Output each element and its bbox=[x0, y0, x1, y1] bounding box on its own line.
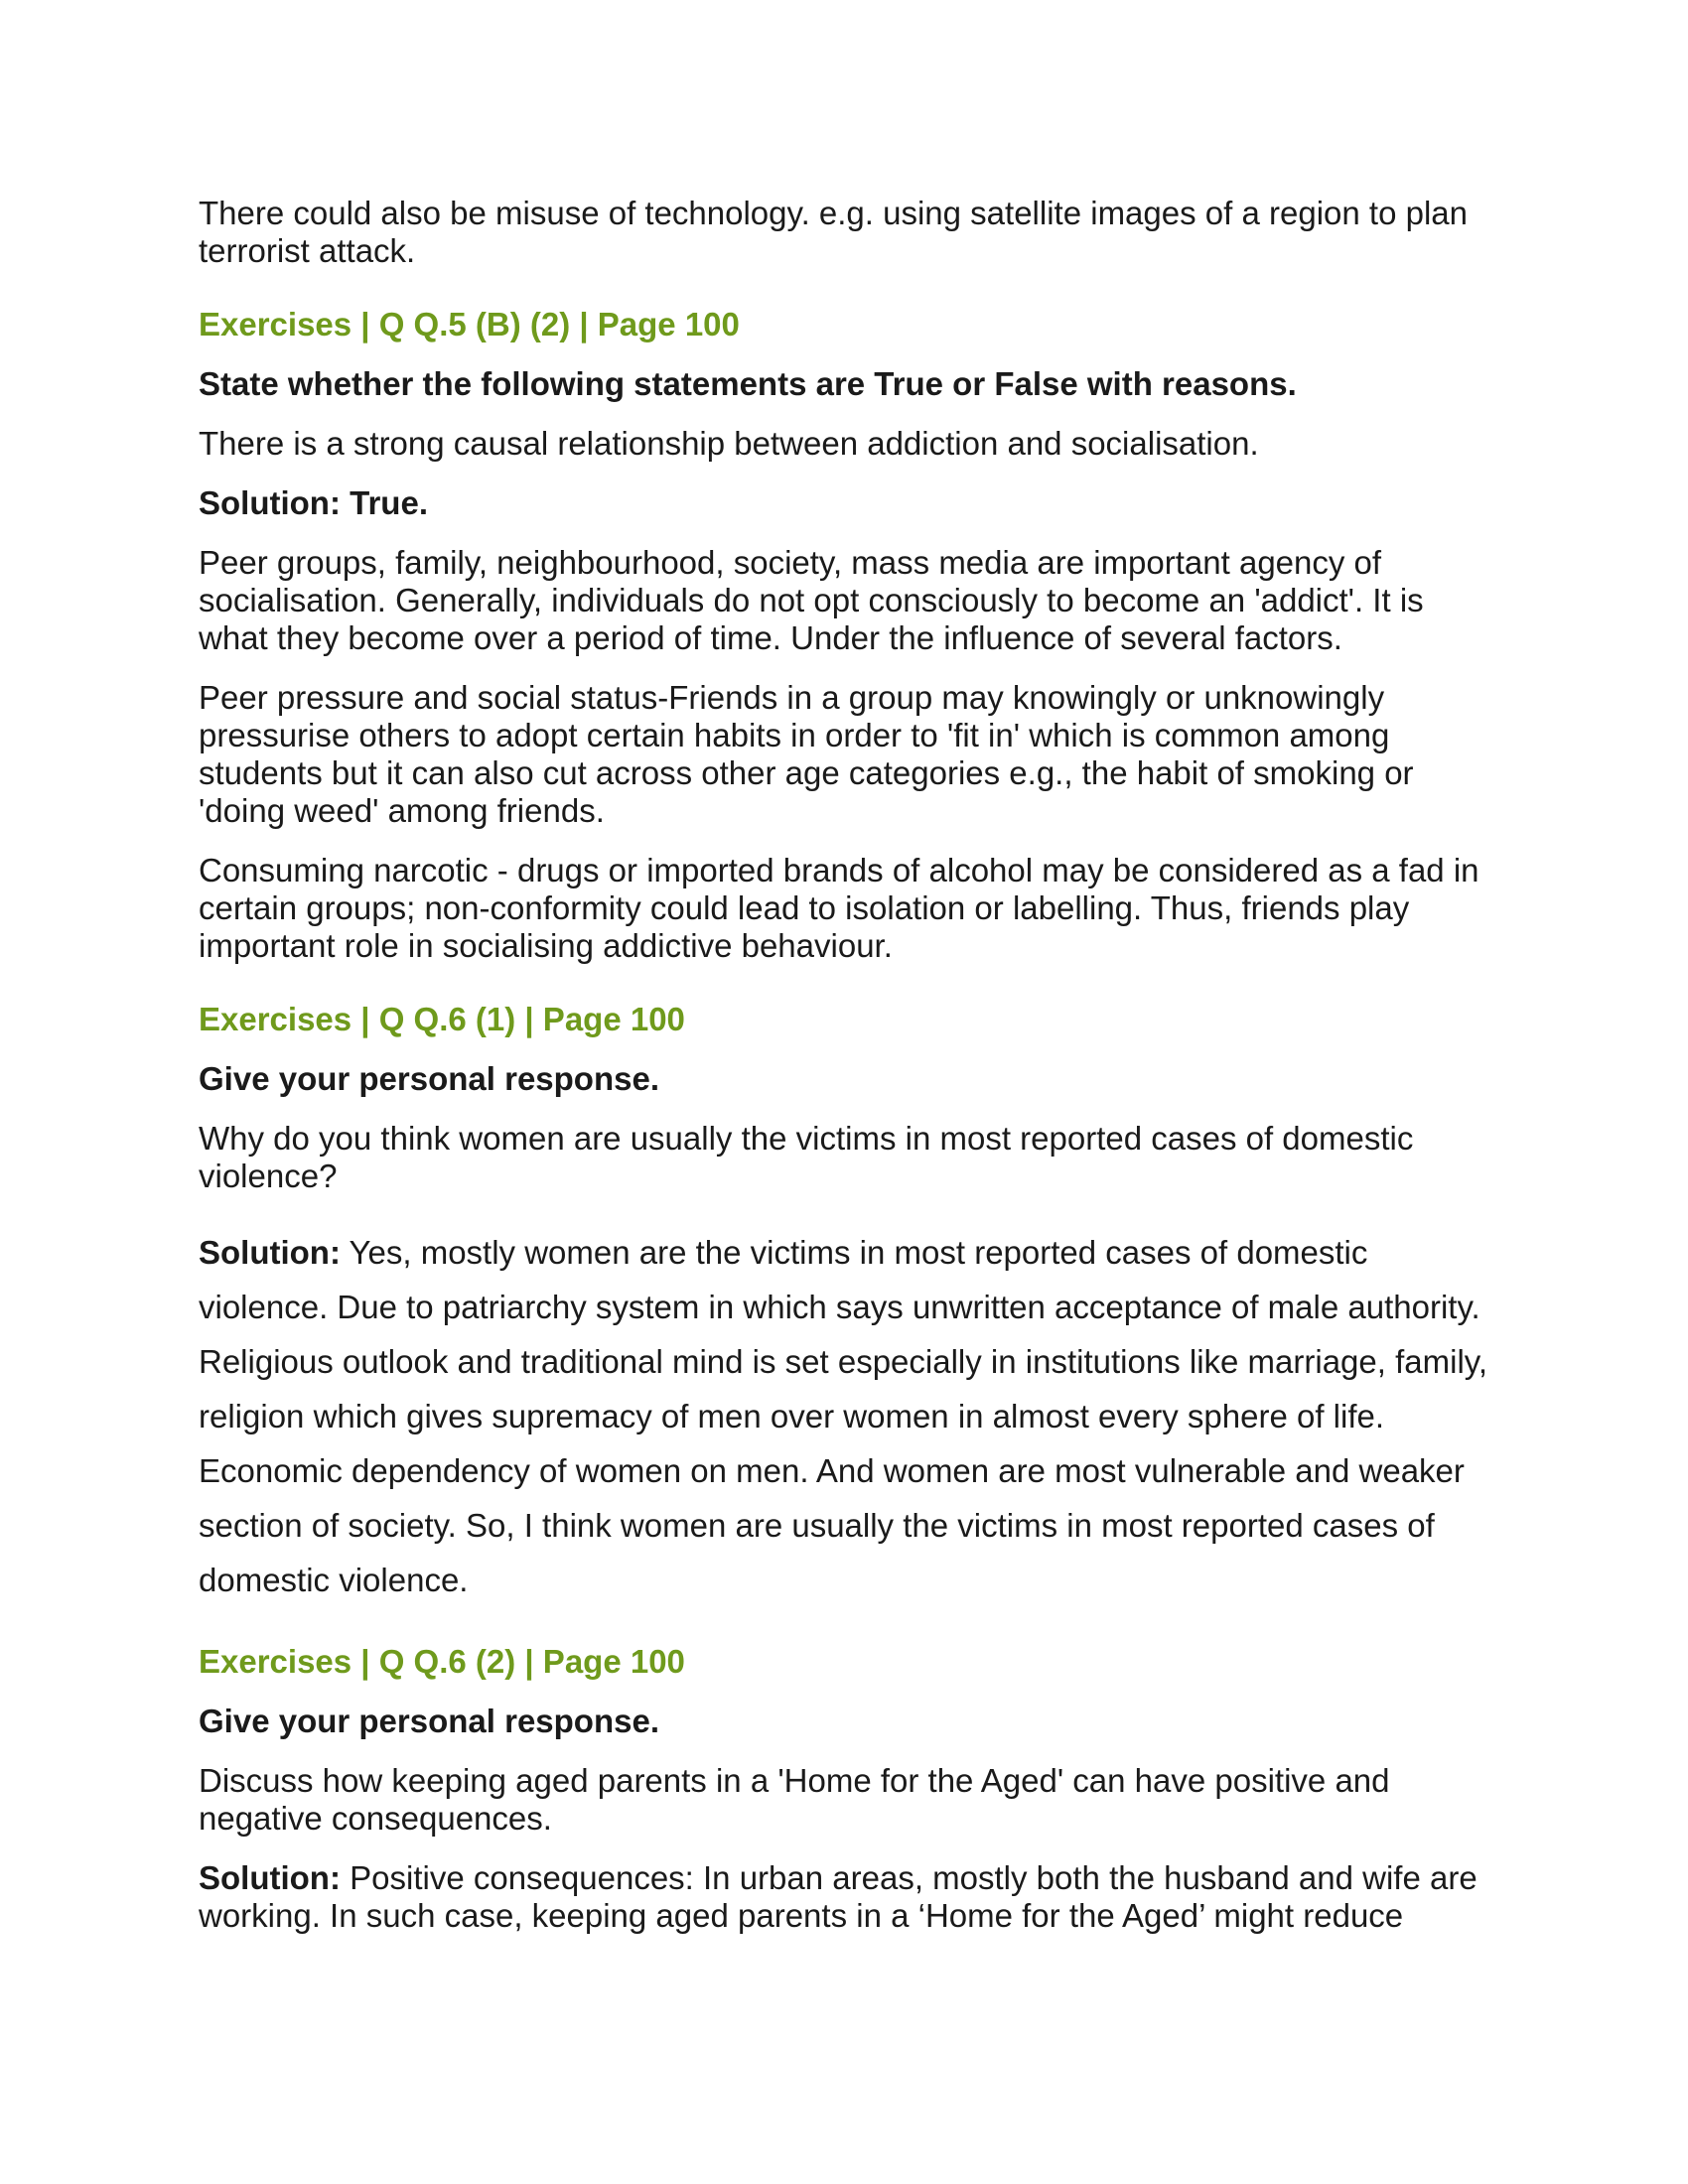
question-instruction: State whether the following statements are True or False with reasons. bbox=[199, 365, 1297, 402]
question-text: There is a strong causal relationship between addiction and socialisation. bbox=[199, 425, 1259, 462]
solution-paragraph bbox=[199, 1225, 1489, 1607]
section-heading: Exercises | Q Q.5 (B) (2) | Page 100 bbox=[199, 306, 740, 342]
section-heading: Exercises | Q Q.6 (1) | Page 100 bbox=[199, 1001, 685, 1037]
question-text: Why do you think women are usually the victims in most reported cases of domestic violence? bbox=[199, 1120, 1414, 1194]
solution-paragraph: Consuming narcotic - drugs or imported brands of alcohol may be considered as a fad in certain groups; non-conformity could lead to isolation or labelling. Thus, friends play important role in socialising addictive behaviour. bbox=[199, 852, 1479, 964]
solution-label: Solution: True. bbox=[199, 484, 428, 521]
solution-label: Solution: bbox=[199, 1234, 341, 1271]
section-q6-2 bbox=[199, 1643, 1489, 1935]
solution-text: Positive consequences: In urban areas, mostly both the husband and wife are working. In such case, keeping aged parents in a ‘Home for the Aged’ might reduce bbox=[199, 1859, 1477, 1934]
intro-paragraph: There could also be misuse of technology. e.g. using satellite images of a region to plan terrorist attack. bbox=[199, 195, 1468, 269]
section-q5b2 bbox=[199, 306, 1489, 965]
solution-paragraph: Peer pressure and social status-Friends in a group may knowingly or unknowingly pressurise others to adopt certain habits in order to 'fit in' which is common among students but it can also cut across other age categories e.g., the habit of smoking or 'doing weed' among friends. bbox=[199, 679, 1414, 829]
solution-paragraph: Peer groups, family, neighbourhood, society, mass media are important agency of socialisation. Generally, individuals do not opt consciously to become an 'addict'. It is what they become over a period of time. Under the influence of several factors. bbox=[199, 544, 1424, 656]
question-instruction: Give your personal response. bbox=[199, 1703, 659, 1739]
section-heading: Exercises | Q Q.6 (2) | Page 100 bbox=[199, 1643, 685, 1680]
solution-label: Solution: bbox=[199, 1859, 341, 1896]
document-page bbox=[199, 195, 1489, 1957]
question-text: Discuss how keeping aged parents in a 'Home for the Aged' can have positive and negative consequences. bbox=[199, 1762, 1390, 1837]
section-q6-1 bbox=[199, 1001, 1489, 1607]
solution-text: Yes, mostly women are the victims in most reported cases of domestic violence. Due to patriarchy system in which says unwritten acceptance of male authority. Religious outlook and traditional mind is set especially in institutions like marriage, family, religion which gives supremacy of men over women in almost every sphere of life. Economic dependency of women on men. And women are most vulnerable and weaker section of society. So, I think women are usually the victims in most reported cases of domestic violence. bbox=[199, 1234, 1487, 1598]
question-instruction: Give your personal response. bbox=[199, 1060, 659, 1097]
solution-paragraph bbox=[199, 1859, 1489, 1935]
